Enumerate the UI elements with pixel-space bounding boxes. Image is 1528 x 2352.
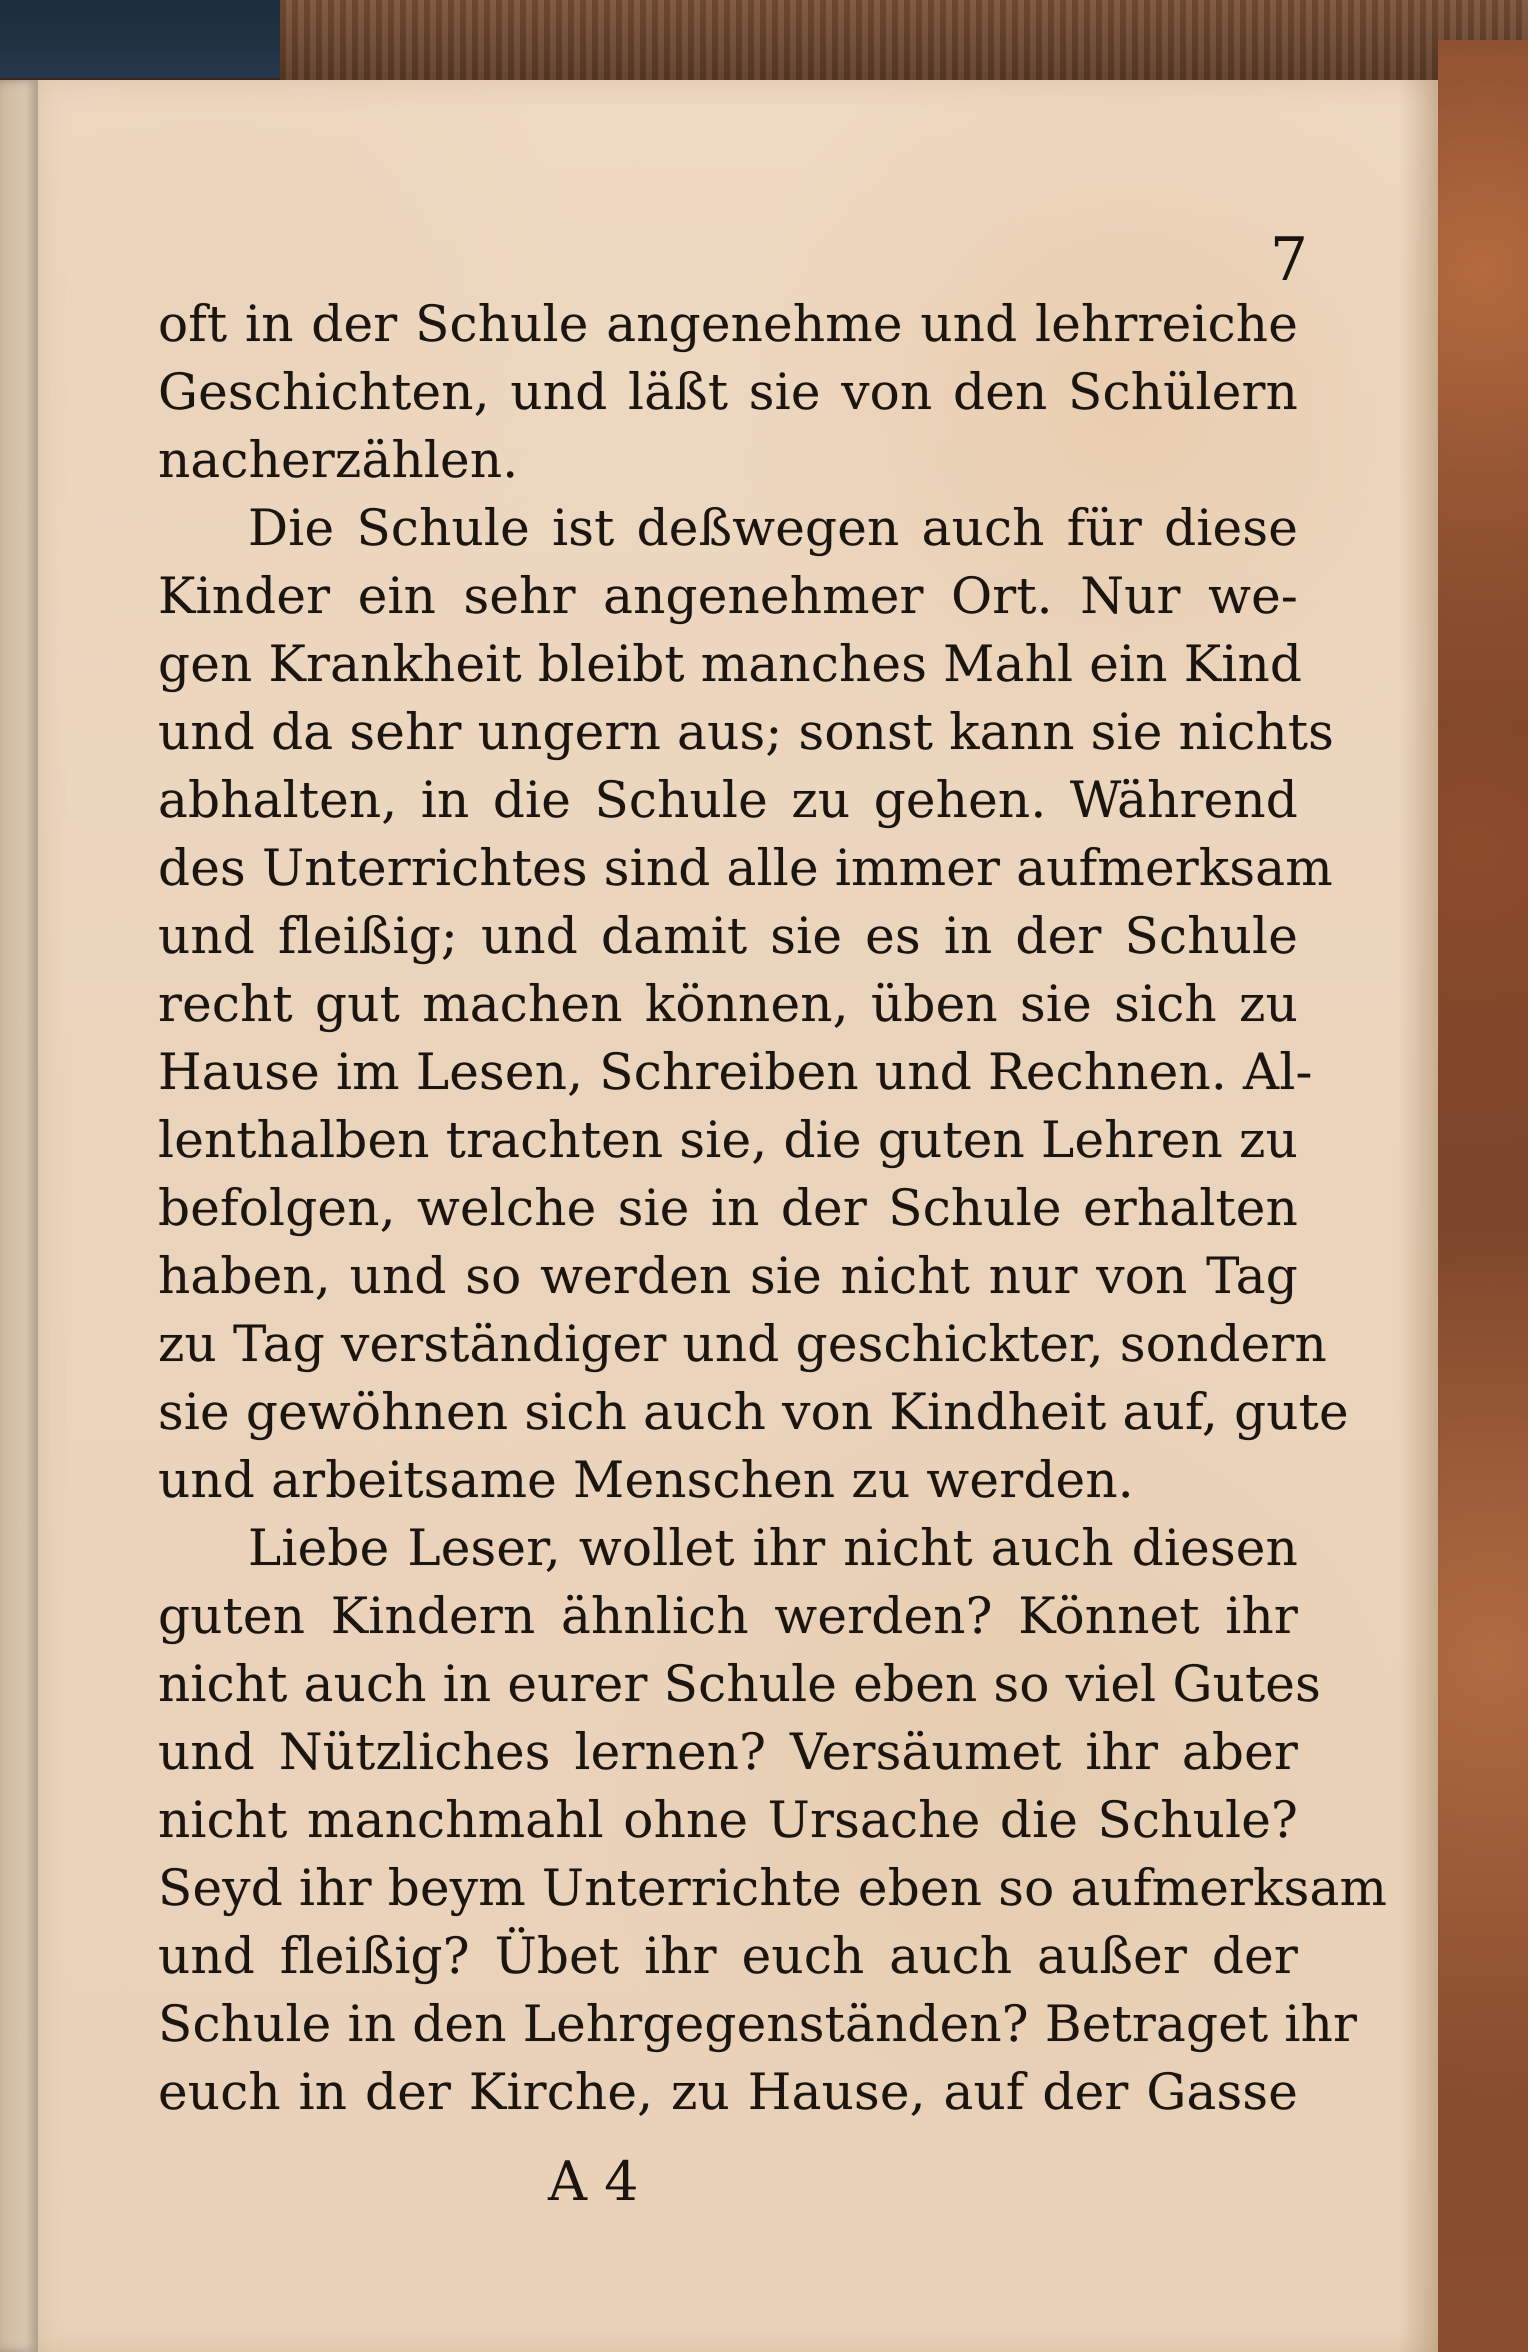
- text-line: Geschichten, und läßt sie von den Schülern: [158, 363, 1298, 421]
- text-line: Schule in den Lehrgegenständen? Betraget ihr: [158, 1995, 1358, 2053]
- page-number: 7: [1269, 225, 1308, 295]
- text-line: und Nützliches lernen? Versäumet ihr aber: [158, 1723, 1298, 1781]
- text-line: nacherzählen.: [158, 431, 519, 489]
- text-line: sie gewöhnen sich auch von Kindheit auf, gute: [158, 1383, 1349, 1441]
- top-binding: [280, 0, 1528, 80]
- text-line: und fleißig; und damit sie es in der Schule: [158, 907, 1298, 965]
- text-line: des Unterrichtes sind alle immer aufmerksam: [158, 839, 1333, 897]
- left-page-edge: [0, 80, 38, 2352]
- text-line: guten Kindern ähnlich werden? Könnet ihr: [158, 1587, 1298, 1645]
- book-cover-edge: [0, 0, 280, 78]
- text-line: lenthalben trachten sie, die guten Lehren zu: [158, 1111, 1298, 1169]
- text-line: abhalten, in die Schule zu gehen. Während: [158, 771, 1298, 829]
- marbled-cover: [1438, 40, 1528, 2352]
- page-text: [158, 290, 1388, 2126]
- text-line: Liebe Leser, wollet ihr nicht auch diesen: [248, 1519, 1298, 1577]
- text-line: Seyd ihr beym Unterrichte eben so aufmerksam: [158, 1859, 1388, 1917]
- book-page: [38, 80, 1438, 2352]
- text-line: und fleißig? Übet ihr euch auch außer der: [158, 1927, 1298, 1985]
- text-line: euch in der Kirche, zu Hause, auf der Gasse: [158, 2063, 1298, 2121]
- text-line: und arbeitsame Menschen zu werden.: [158, 1451, 1134, 1509]
- text-line: Kinder ein sehr angenehmer Ort. Nur we-: [158, 567, 1298, 625]
- text-line: zu Tag verständiger und geschickter, sondern: [158, 1315, 1327, 1373]
- text-line: recht gut machen können, üben sie sich zu: [158, 975, 1298, 1033]
- text-line: oft in der Schule angenehme und lehrreiche: [158, 295, 1298, 353]
- text-line: haben, und so werden sie nicht nur von Tag: [158, 1247, 1298, 1305]
- text-line: Hause im Lesen, Schreiben und Rechnen. Al-: [158, 1043, 1313, 1101]
- text-line: nicht auch in eurer Schule eben so viel Gutes: [158, 1655, 1321, 1713]
- page-signature: A 4: [548, 2150, 639, 2213]
- text-line: nicht manchmahl ohne Ursache die Schule?: [158, 1791, 1298, 1849]
- text-line: und da sehr ungern aus; sonst kann sie nichts: [158, 703, 1334, 761]
- text-line: befolgen, welche sie in der Schule erhalten: [158, 1179, 1298, 1237]
- text-line: Die Schule ist deßwegen auch für diese: [248, 499, 1298, 557]
- text-line: gen Krankheit bleibt manches Mahl ein Kind: [158, 635, 1303, 693]
